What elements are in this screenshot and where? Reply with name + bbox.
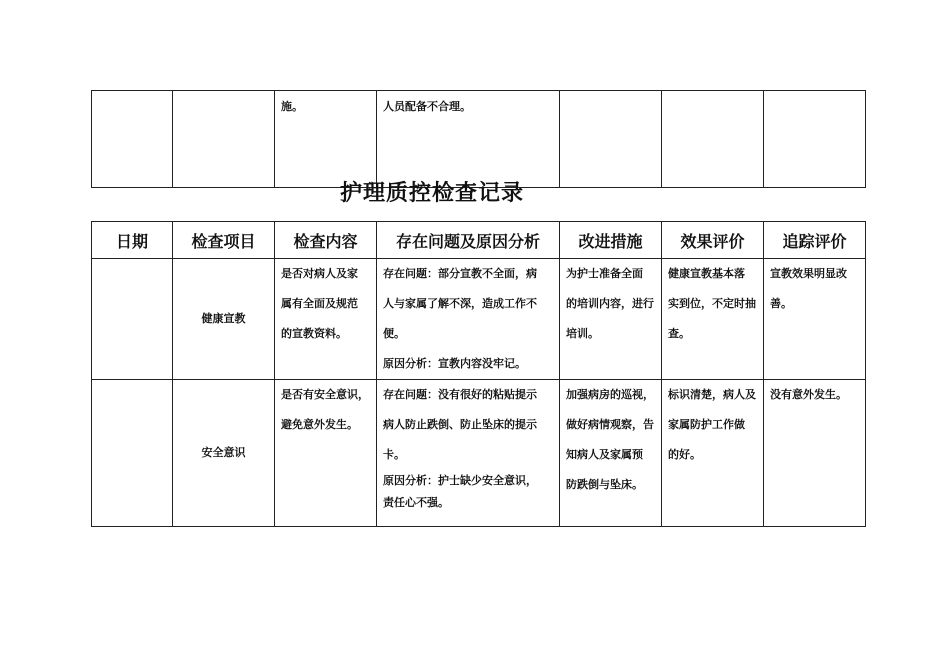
item-cell: 健康宣教 bbox=[173, 259, 275, 380]
header-tracking: 追踪评价 bbox=[764, 222, 866, 259]
date-cell bbox=[92, 380, 173, 527]
content-cell: 是否对病人及家 属有全面及规范 的宣教资料。 bbox=[275, 259, 377, 380]
page-title: 护理质控检查记录 bbox=[340, 181, 525, 206]
table-row bbox=[92, 380, 866, 527]
table-cell bbox=[92, 91, 173, 188]
table-cell bbox=[560, 91, 662, 188]
table-cell bbox=[764, 91, 866, 188]
content-cell: 是否有安全意识， 避免意外发生。 bbox=[275, 380, 377, 527]
measures-cell: 为护士准备全面 的培训内容，进行 培训。 bbox=[560, 259, 662, 380]
tracking-cell: 没有意外发生。 bbox=[764, 380, 866, 527]
table-cell bbox=[173, 91, 275, 188]
table-cell bbox=[662, 91, 764, 188]
date-cell bbox=[92, 259, 173, 380]
item-cell: 安全意识 bbox=[173, 380, 275, 527]
tracking-cell: 宣教效果明显改 善。 bbox=[764, 259, 866, 380]
header-measures: 改进措施 bbox=[560, 222, 662, 259]
table-row bbox=[92, 259, 866, 380]
table-cell: 人员配备不合理。 bbox=[377, 91, 560, 188]
problem-cell: 存在问题：部分宣教不全面，病 人与家属了解不深，造成工作不 便。 原因分析：宣教内容没牢记。 bbox=[377, 259, 560, 380]
table-cell: 施。 bbox=[275, 91, 377, 188]
measures-cell: 加强病房的巡视， 做好病情观察，告 知病人及家属预 防跌倒与坠床。 bbox=[560, 380, 662, 527]
table-header-row bbox=[92, 222, 866, 259]
continued-table bbox=[91, 90, 866, 188]
header-content: 检查内容 bbox=[275, 222, 377, 259]
header-item: 检查项目 bbox=[173, 222, 275, 259]
problem-cell: 存在问题：没有很好的粘贴提示 病人防止跌倒、防止坠床的提示 卡。 原因分析：护士缺少安全意识， 责任心不强。 bbox=[377, 380, 560, 527]
table-row bbox=[92, 91, 866, 188]
inspection-table bbox=[91, 221, 866, 527]
header-effect: 效果评价 bbox=[662, 222, 764, 259]
effect-cell: 健康宣教基本落 实到位，不定时抽 查。 bbox=[662, 259, 764, 380]
header-date: 日期 bbox=[92, 222, 173, 259]
effect-cell: 标识清楚，病人及 家属防护工作做 的好。 bbox=[662, 380, 764, 527]
header-problem: 存在问题及原因分析 bbox=[377, 222, 560, 259]
